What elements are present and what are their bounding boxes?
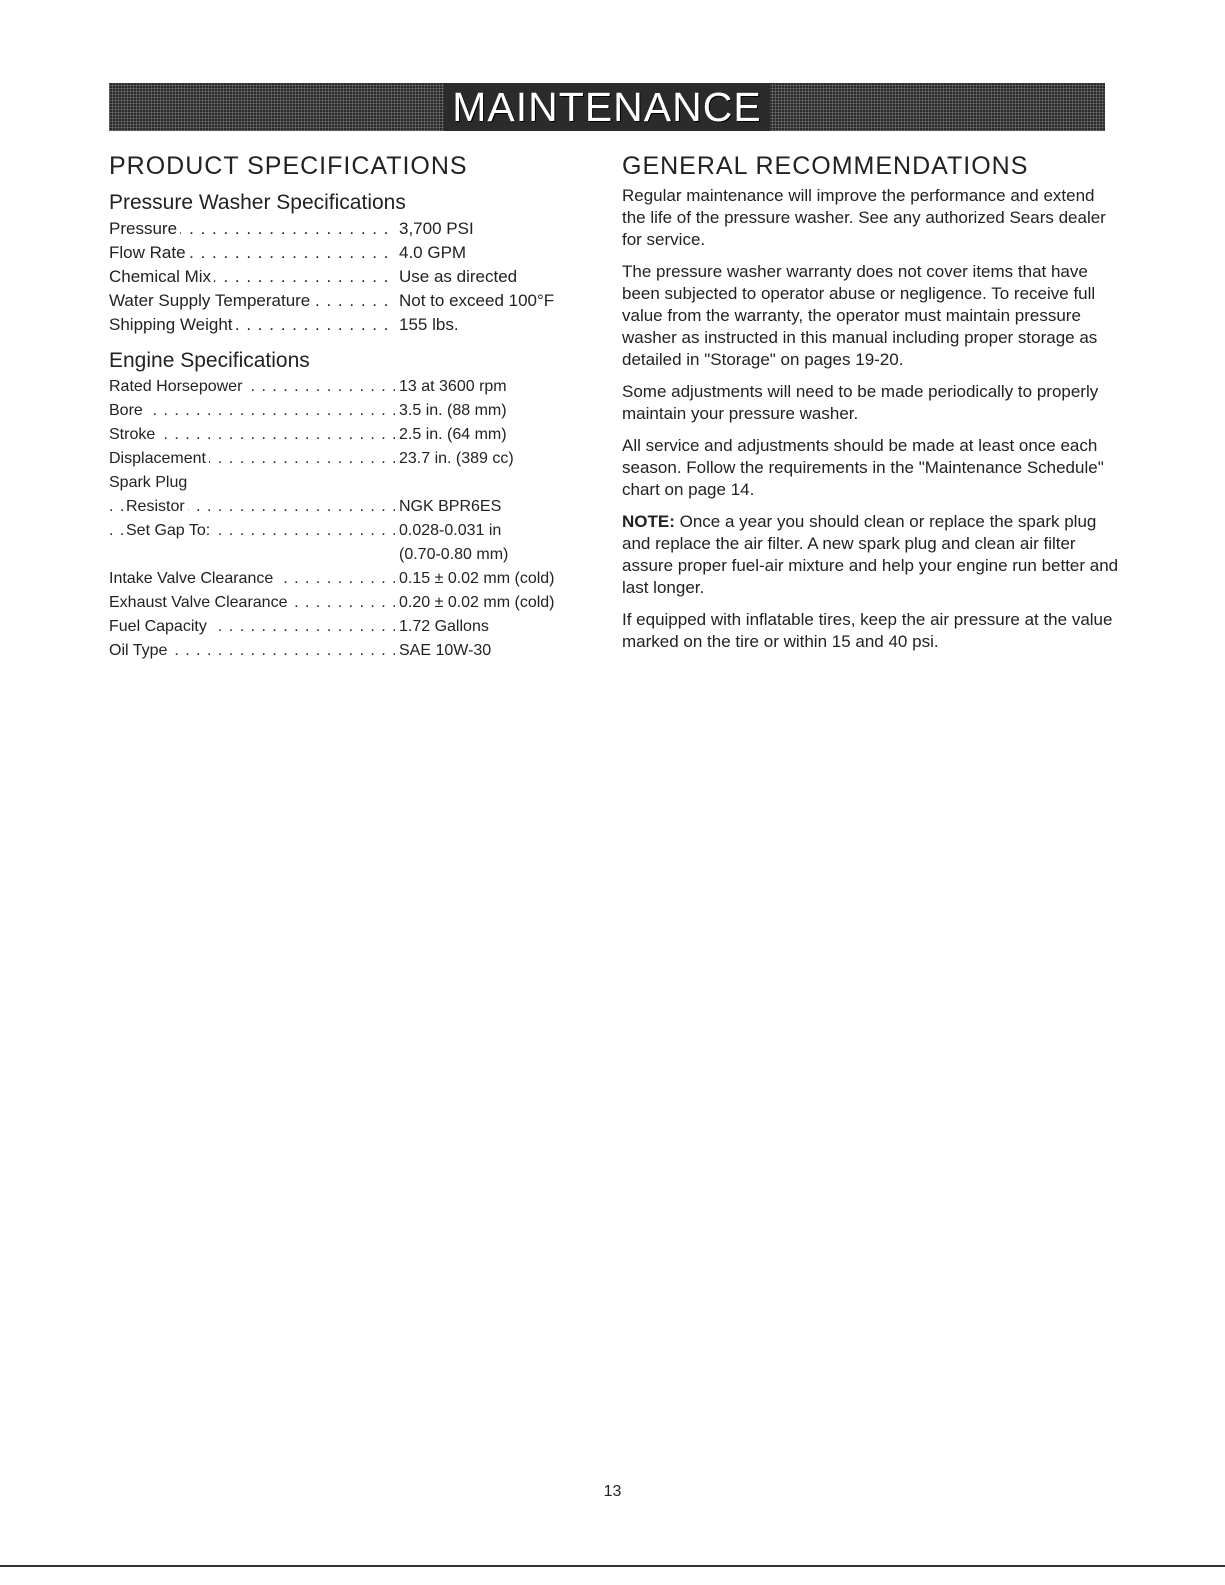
spec-value: 23.7 in. (389 cc) — [399, 450, 514, 467]
spec-label: Exhaust Valve Clearance — [109, 594, 290, 611]
recommendation-paragraph: The pressure washer warranty does not cover items that have been subjected to operator abuse or negligence. To receive full value from the warranty, the operator must maintain pressure washer as instructed in this manual including proper storage as detailed in "Storage" on pages 19-20. — [622, 262, 1098, 369]
spec-value: NGK BPR6ES — [399, 498, 502, 515]
spec-row-chemical-mix — [109, 265, 599, 289]
spec-value: Not to exceed 100°F — [399, 291, 555, 310]
spec-label: Set Gap To: — [126, 522, 213, 539]
spec-value: 4.0 GPM — [399, 243, 467, 262]
product-specifications-heading: PRODUCT SPECIFICATIONS — [109, 152, 468, 180]
spec-value: 0.15 ± 0.02 mm (cold) — [399, 570, 555, 587]
spec-row-stroke — [109, 423, 599, 447]
recommendation-paragraph: Some adjustments will need to be made periodically to properly maintain your pressure washer. — [622, 382, 1099, 423]
spec-value: 1.72 Gallons — [399, 618, 489, 635]
spec-label: Spark Plug — [109, 474, 190, 491]
spec-value: 0.20 ± 0.02 mm (cold) — [399, 594, 555, 611]
spec-value: 3,700 PSI — [399, 219, 474, 238]
spec-row-rated-horsepower — [109, 375, 599, 399]
page-number: 13 — [603, 1483, 622, 1500]
spec-label: Oil Type — [109, 642, 170, 659]
general-recommendations-heading: GENERAL RECOMMENDATIONS — [622, 152, 1029, 180]
spec-label: Fuel Capacity — [109, 618, 210, 635]
spec-row-displacement — [109, 447, 599, 471]
note-label: NOTE: — [622, 512, 675, 531]
spec-row-resistor — [109, 495, 599, 519]
spec-value: 13 at 3600 rpm — [399, 378, 507, 395]
engine-specs-heading: Engine Specifications — [109, 349, 310, 372]
spec-value: SAE 10W-30 — [399, 642, 492, 659]
product-specifications-column — [109, 152, 599, 663]
spec-row-oil-type — [109, 639, 599, 663]
spec-label: Displacement — [109, 450, 209, 467]
banner-title: MAINTENANCE — [444, 83, 769, 131]
spec-row-water-temperature — [109, 289, 599, 313]
spec-label: Intake Valve Clearance — [109, 570, 276, 587]
spec-value: (0.70-0.80 mm) — [399, 546, 509, 563]
spec-row-flow-rate — [109, 241, 599, 265]
spec-label: Chemical Mix — [109, 267, 214, 286]
recommendation-paragraph: Regular maintenance will improve the performance and extend the life of the pressure washer. See any authorized Sears dealer for service. — [622, 186, 1106, 249]
spec-value: Use as directed — [399, 267, 518, 286]
pressure-washer-specs-heading: Pressure Washer Specifications — [109, 191, 406, 214]
spec-value: 0.028-0.031 in — [399, 522, 502, 539]
spec-row-intake-valve — [109, 567, 599, 591]
spec-value: 3.5 in. (88 mm) — [399, 402, 507, 419]
spec-row-pressure — [109, 217, 599, 241]
spec-row-fuel-capacity — [109, 615, 599, 639]
spec-label: Pressure — [109, 219, 180, 238]
spec-row-spark-plug — [109, 471, 599, 495]
note-paragraph — [622, 511, 1122, 599]
spec-row-shipping-weight — [109, 313, 599, 337]
note-text: Once a year you should clean or replace the spark plug and replace the air filter. A new spark plug and clean air filter assure proper fuel-air mixture and help your engine run better and last longer. — [622, 512, 1119, 597]
spec-row-set-gap — [109, 519, 599, 543]
recommendation-paragraph: If equipped with inflatable tires, keep the air pressure at the value marked on the tire or within 15 and 40 psi. — [622, 610, 1113, 651]
spec-value: 2.5 in. (64 mm) — [399, 426, 507, 443]
spec-row-set-gap-metric — [109, 543, 599, 567]
spec-label: Bore — [109, 402, 146, 419]
spec-label: Shipping Weight — [109, 315, 236, 334]
general-recommendations-column — [622, 152, 1122, 663]
recommendation-paragraph: All service and adjustments should be made at least once each season. Follow the requirements in the "Maintenance Schedule" chart on page 14. — [622, 436, 1104, 499]
spec-label: Resistor — [126, 498, 188, 515]
spec-row-exhaust-valve — [109, 591, 599, 615]
spec-row-bore — [109, 399, 599, 423]
section-banner — [109, 83, 1105, 131]
spec-value: 155 lbs. — [399, 315, 459, 334]
spec-label: Water Supply Temperature — [109, 291, 313, 310]
spec-label: Flow Rate — [109, 243, 189, 262]
spec-label: Stroke — [109, 426, 158, 443]
spec-label: Rated Horsepower — [109, 378, 245, 395]
bottom-rule — [0, 1565, 1225, 1567]
